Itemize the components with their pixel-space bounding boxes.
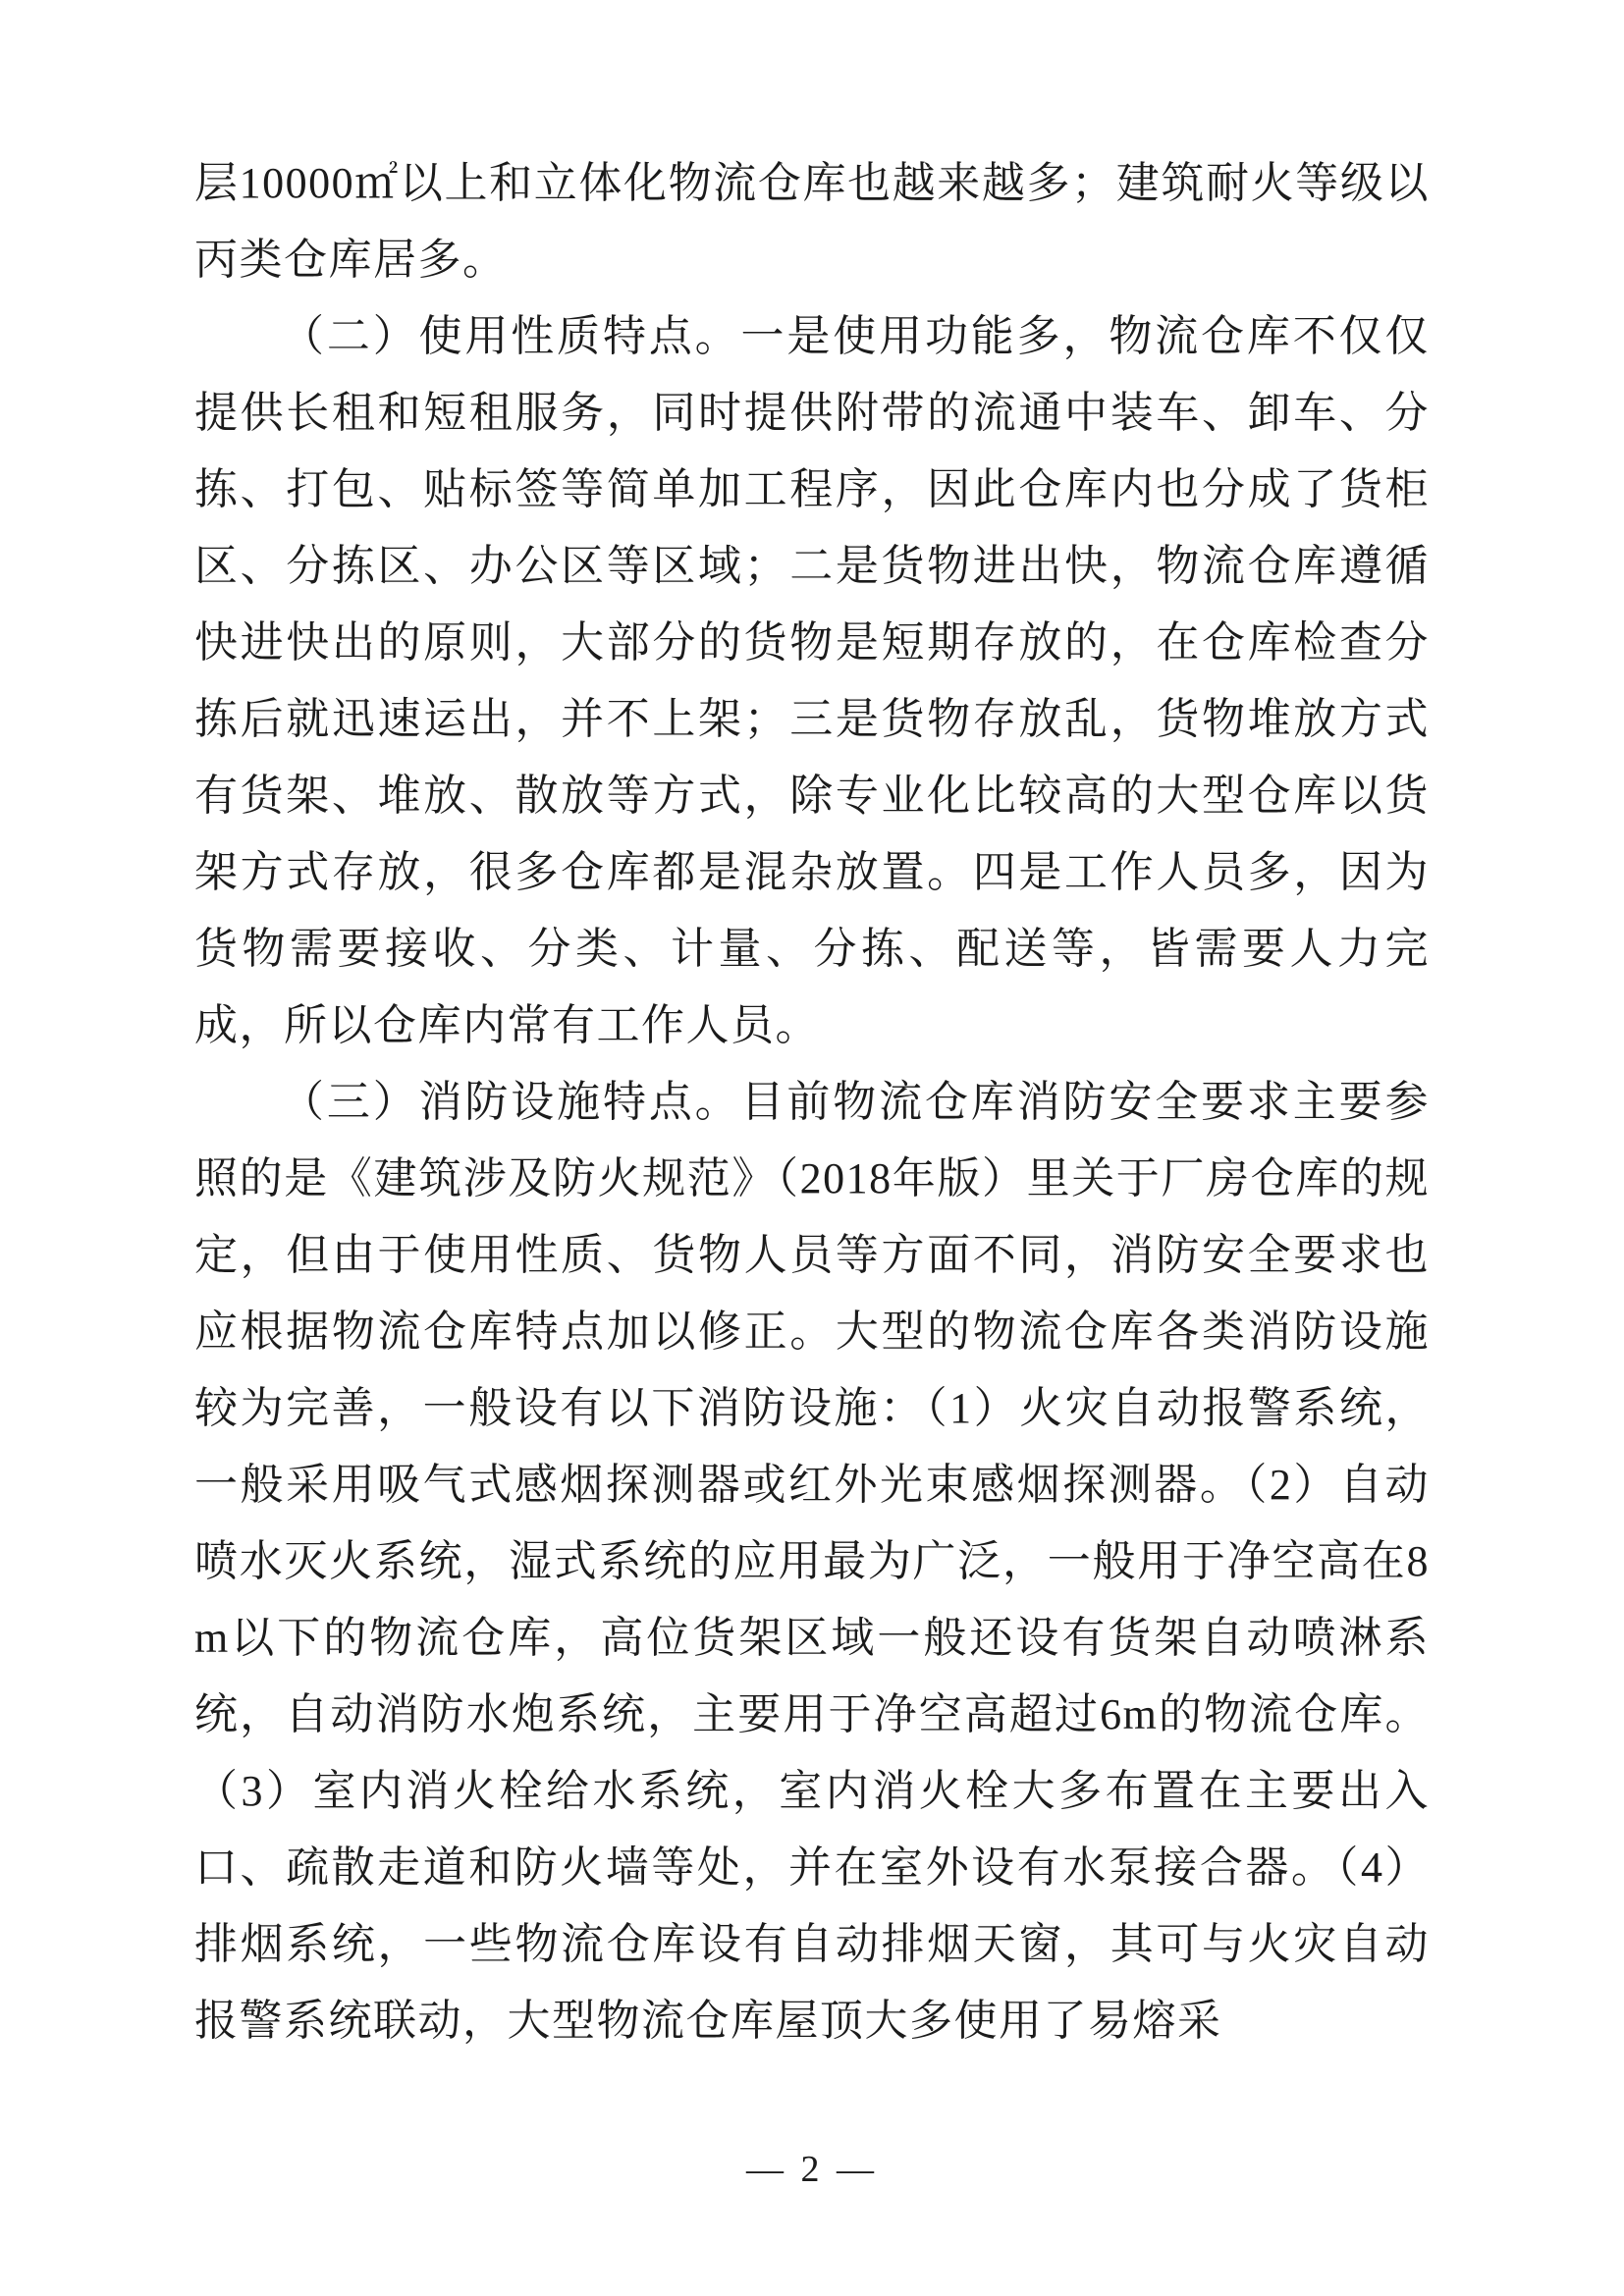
paragraph-section-2: （二）使用性质特点。一是使用功能多，物流仓库不仅仅提供长租和短租服务，同时提供附带的流通中装车、卸车、分拣、打包、贴标签等简单加工程序，因此仓库内也分成了货柜区、分拣区、办公区等区域；二是货物进出快，物流仓库遵循快进快出的原则，大部分的货物是短期存放的，在仓库检查分拣后就迅速运出，并不上架；三是货物存放乱，货物堆放方式有货架、堆放、散放等方式，除专业化比较高的大型仓库以货架方式存放，很多仓库都是混杂放置。四是工作人员多，因为货物需要接收、分类、计量、分拣、配送等，皆需要人力完成，所以仓库内常有工作人员。	[194, 312, 1430, 1049]
text-content	[194, 145, 1430, 2059]
page-number: — 2 —	[746, 2149, 878, 2190]
paragraph-continuation: 层10000㎡以上和立体化物流仓库也越来越多；建筑耐火等级以丙类仓库居多。	[194, 159, 1430, 284]
paragraph-section-3: （三）消防设施特点。目前物流仓库消防安全要求主要参照的是《建筑涉及防火规范》（2018年版）里关于厂房仓库的规定，但由于使用性质、货物人员等方面不同，消防安全要求也应根据物流仓库特点加以修正。大型的物流仓库各类消防设施较为完善，一般设有以下消防设施：（1）火灾自动报警系统，一般采用吸气式感烟探测器或红外光束感烟探测器。（2）自动喷水灭火系统，湿式系统的应用最为广泛，一般用于净空高在8m以下的物流仓库，高位货架区域一般还设有货架自动喷淋系统，自动消防水炮系统，主要用于净空高超过6m的物流仓库。（3）室内消火栓给水系统，室内消火栓大多布置在主要出入口、疏散走道和防火墙等处，并在室外设有水泵接合器。（4）排烟系统，一些物流仓库设有自动排烟天窗，其可与火灾自动报警系统联动，大型物流仓库屋顶大多使用了易熔采	[194, 1078, 1430, 2045]
